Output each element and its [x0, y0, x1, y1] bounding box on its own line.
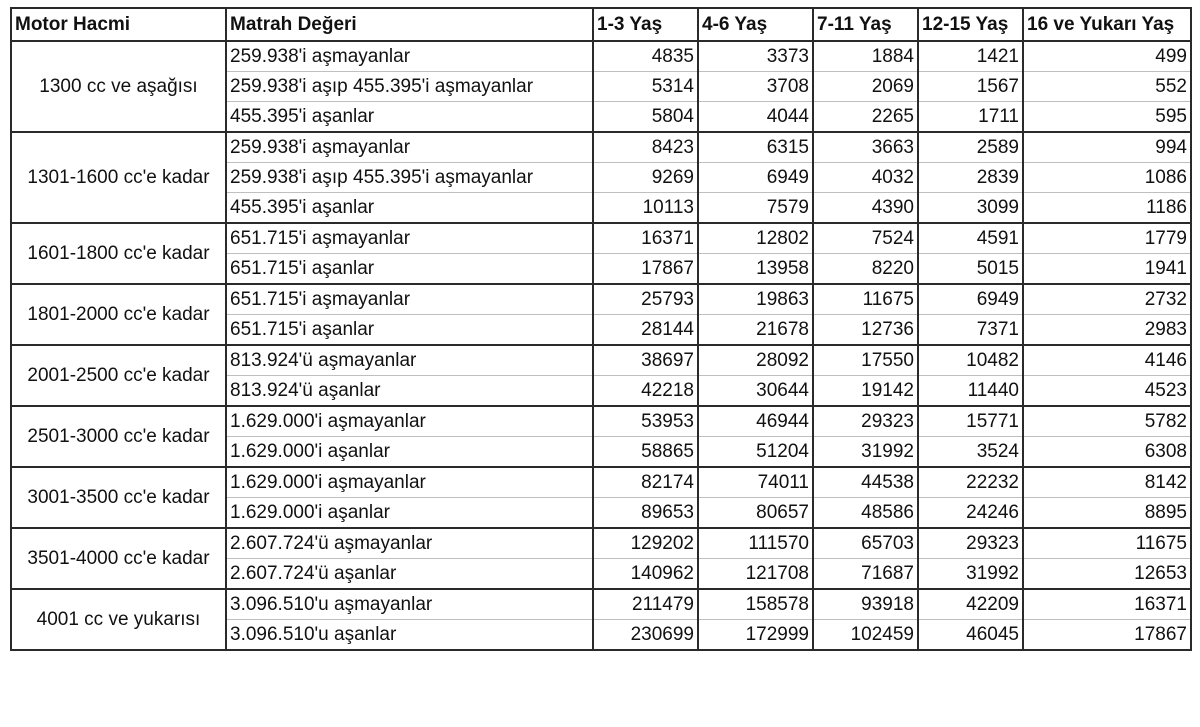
matrah-cell: 651.715'i aşanlar	[226, 254, 593, 285]
value-age-16-plus-cell: 1186	[1023, 193, 1191, 224]
value-age-4-6-cell: 6315	[698, 132, 813, 163]
motor-hacmi-cell: 2501-3000 cc'e kadar	[11, 406, 226, 467]
value-age-12-15-cell: 1711	[918, 102, 1023, 133]
value-age-12-15-cell: 7371	[918, 315, 1023, 346]
value-age-16-plus-cell: 16371	[1023, 589, 1191, 620]
value-age-4-6-cell: 4044	[698, 102, 813, 133]
value-age-16-plus-cell: 12653	[1023, 559, 1191, 590]
value-age-16-plus-cell: 552	[1023, 72, 1191, 102]
value-age-7-11-cell: 102459	[813, 620, 918, 651]
motor-hacmi-cell: 4001 cc ve yukarısı	[11, 589, 226, 650]
value-age-7-11-cell: 4390	[813, 193, 918, 224]
header-age-12-15: 12-15 Yaş	[918, 8, 1023, 41]
value-age-16-plus-cell: 595	[1023, 102, 1191, 133]
value-age-16-plus-cell: 1086	[1023, 163, 1191, 193]
value-age-4-6-cell: 19863	[698, 284, 813, 315]
value-age-7-11-cell: 44538	[813, 467, 918, 498]
value-age-16-plus-cell: 17867	[1023, 620, 1191, 651]
value-age-1-3-cell: 89653	[593, 498, 698, 529]
value-age-1-3-cell: 4835	[593, 41, 698, 72]
motor-hacmi-cell: 1601-1800 cc'e kadar	[11, 223, 226, 284]
matrah-cell: 1.629.000'i aşanlar	[226, 498, 593, 529]
value-age-16-plus-cell: 11675	[1023, 528, 1191, 559]
value-age-4-6-cell: 3373	[698, 41, 813, 72]
value-age-7-11-cell: 93918	[813, 589, 918, 620]
value-age-4-6-cell: 3708	[698, 72, 813, 102]
value-age-7-11-cell: 8220	[813, 254, 918, 285]
matrah-cell: 259.938'i aşıp 455.395'i aşmayanlar	[226, 72, 593, 102]
value-age-12-15-cell: 1421	[918, 41, 1023, 72]
header-row	[11, 8, 1191, 41]
matrah-cell: 651.715'i aşmayanlar	[226, 284, 593, 315]
table-row	[11, 41, 1191, 72]
value-age-1-3-cell: 211479	[593, 589, 698, 620]
value-age-7-11-cell: 1884	[813, 41, 918, 72]
value-age-4-6-cell: 6949	[698, 163, 813, 193]
matrah-cell: 651.715'i aşanlar	[226, 315, 593, 346]
value-age-12-15-cell: 6949	[918, 284, 1023, 315]
value-age-1-3-cell: 82174	[593, 467, 698, 498]
value-age-4-6-cell: 74011	[698, 467, 813, 498]
matrah-cell: 259.938'i aşmayanlar	[226, 41, 593, 72]
value-age-7-11-cell: 29323	[813, 406, 918, 437]
value-age-1-3-cell: 140962	[593, 559, 698, 590]
value-age-7-11-cell: 2265	[813, 102, 918, 133]
value-age-4-6-cell: 51204	[698, 437, 813, 468]
value-age-16-plus-cell: 8142	[1023, 467, 1191, 498]
value-age-7-11-cell: 2069	[813, 72, 918, 102]
value-age-7-11-cell: 7524	[813, 223, 918, 254]
value-age-16-plus-cell: 4523	[1023, 376, 1191, 407]
header-age-16-plus: 16 ve Yukarı Yaş	[1023, 8, 1191, 41]
value-age-12-15-cell: 15771	[918, 406, 1023, 437]
value-age-1-3-cell: 5314	[593, 72, 698, 102]
value-age-4-6-cell: 46944	[698, 406, 813, 437]
value-age-1-3-cell: 16371	[593, 223, 698, 254]
value-age-16-plus-cell: 6308	[1023, 437, 1191, 468]
table-row	[11, 284, 1191, 315]
value-age-4-6-cell: 7579	[698, 193, 813, 224]
header-motor-hacmi: Motor Hacmi	[11, 8, 226, 41]
value-age-1-3-cell: 25793	[593, 284, 698, 315]
header-age-1-3: 1-3 Yaş	[593, 8, 698, 41]
matrah-cell: 2.607.724'ü aşanlar	[226, 559, 593, 590]
matrah-cell: 3.096.510'u aşmayanlar	[226, 589, 593, 620]
value-age-12-15-cell: 29323	[918, 528, 1023, 559]
value-age-12-15-cell: 22232	[918, 467, 1023, 498]
value-age-12-15-cell: 31992	[918, 559, 1023, 590]
value-age-1-3-cell: 38697	[593, 345, 698, 376]
motor-hacmi-cell: 2001-2500 cc'e kadar	[11, 345, 226, 406]
value-age-7-11-cell: 11675	[813, 284, 918, 315]
value-age-16-plus-cell: 499	[1023, 41, 1191, 72]
matrah-cell: 455.395'i aşanlar	[226, 102, 593, 133]
matrah-cell: 1.629.000'i aşanlar	[226, 437, 593, 468]
motor-hacmi-cell: 1300 cc ve aşağısı	[11, 41, 226, 132]
value-age-1-3-cell: 8423	[593, 132, 698, 163]
value-age-4-6-cell: 172999	[698, 620, 813, 651]
value-age-1-3-cell: 9269	[593, 163, 698, 193]
header-age-4-6: 4-6 Yaş	[698, 8, 813, 41]
matrah-cell: 813.924'ü aşanlar	[226, 376, 593, 407]
value-age-4-6-cell: 12802	[698, 223, 813, 254]
value-age-16-plus-cell: 5782	[1023, 406, 1191, 437]
tax-table	[10, 7, 1192, 651]
matrah-cell: 1.629.000'i aşmayanlar	[226, 467, 593, 498]
matrah-cell: 1.629.000'i aşmayanlar	[226, 406, 593, 437]
value-age-7-11-cell: 65703	[813, 528, 918, 559]
header-matrah-degeri: Matrah Değeri	[226, 8, 593, 41]
value-age-7-11-cell: 48586	[813, 498, 918, 529]
matrah-cell: 651.715'i aşmayanlar	[226, 223, 593, 254]
matrah-cell: 3.096.510'u aşanlar	[226, 620, 593, 651]
value-age-12-15-cell: 2839	[918, 163, 1023, 193]
value-age-12-15-cell: 2589	[918, 132, 1023, 163]
motor-hacmi-cell: 1801-2000 cc'e kadar	[11, 284, 226, 345]
table-row	[11, 528, 1191, 559]
matrah-cell: 259.938'i aşıp 455.395'i aşmayanlar	[226, 163, 593, 193]
matrah-cell: 455.395'i aşanlar	[226, 193, 593, 224]
value-age-1-3-cell: 58865	[593, 437, 698, 468]
value-age-12-15-cell: 11440	[918, 376, 1023, 407]
value-age-12-15-cell: 1567	[918, 72, 1023, 102]
value-age-16-plus-cell: 994	[1023, 132, 1191, 163]
table-row	[11, 589, 1191, 620]
table-row	[11, 223, 1191, 254]
value-age-7-11-cell: 31992	[813, 437, 918, 468]
motor-hacmi-cell: 3001-3500 cc'e kadar	[11, 467, 226, 528]
value-age-7-11-cell: 12736	[813, 315, 918, 346]
table-row	[11, 467, 1191, 498]
value-age-7-11-cell: 4032	[813, 163, 918, 193]
value-age-1-3-cell: 5804	[593, 102, 698, 133]
value-age-1-3-cell: 53953	[593, 406, 698, 437]
matrah-cell: 813.924'ü aşmayanlar	[226, 345, 593, 376]
table-row	[11, 345, 1191, 376]
value-age-4-6-cell: 28092	[698, 345, 813, 376]
value-age-12-15-cell: 3524	[918, 437, 1023, 468]
value-age-4-6-cell: 158578	[698, 589, 813, 620]
value-age-16-plus-cell: 2732	[1023, 284, 1191, 315]
value-age-4-6-cell: 111570	[698, 528, 813, 559]
value-age-7-11-cell: 71687	[813, 559, 918, 590]
value-age-12-15-cell: 42209	[918, 589, 1023, 620]
table-body	[11, 41, 1191, 650]
value-age-7-11-cell: 17550	[813, 345, 918, 376]
matrah-cell: 259.938'i aşmayanlar	[226, 132, 593, 163]
table-row	[11, 406, 1191, 437]
value-age-7-11-cell: 19142	[813, 376, 918, 407]
table-row	[11, 132, 1191, 163]
value-age-16-plus-cell: 1779	[1023, 223, 1191, 254]
header-age-7-11: 7-11 Yaş	[813, 8, 918, 41]
value-age-1-3-cell: 230699	[593, 620, 698, 651]
value-age-12-15-cell: 5015	[918, 254, 1023, 285]
value-age-12-15-cell: 46045	[918, 620, 1023, 651]
value-age-4-6-cell: 21678	[698, 315, 813, 346]
value-age-4-6-cell: 13958	[698, 254, 813, 285]
value-age-12-15-cell: 4591	[918, 223, 1023, 254]
motor-hacmi-cell: 1301-1600 cc'e kadar	[11, 132, 226, 223]
value-age-1-3-cell: 42218	[593, 376, 698, 407]
value-age-4-6-cell: 80657	[698, 498, 813, 529]
value-age-1-3-cell: 129202	[593, 528, 698, 559]
value-age-12-15-cell: 10482	[918, 345, 1023, 376]
value-age-1-3-cell: 17867	[593, 254, 698, 285]
motor-hacmi-cell: 3501-4000 cc'e kadar	[11, 528, 226, 589]
value-age-1-3-cell: 10113	[593, 193, 698, 224]
value-age-16-plus-cell: 1941	[1023, 254, 1191, 285]
value-age-1-3-cell: 28144	[593, 315, 698, 346]
value-age-4-6-cell: 30644	[698, 376, 813, 407]
value-age-4-6-cell: 121708	[698, 559, 813, 590]
matrah-cell: 2.607.724'ü aşmayanlar	[226, 528, 593, 559]
value-age-7-11-cell: 3663	[813, 132, 918, 163]
value-age-12-15-cell: 3099	[918, 193, 1023, 224]
value-age-16-plus-cell: 8895	[1023, 498, 1191, 529]
value-age-12-15-cell: 24246	[918, 498, 1023, 529]
value-age-16-plus-cell: 4146	[1023, 345, 1191, 376]
value-age-16-plus-cell: 2983	[1023, 315, 1191, 346]
